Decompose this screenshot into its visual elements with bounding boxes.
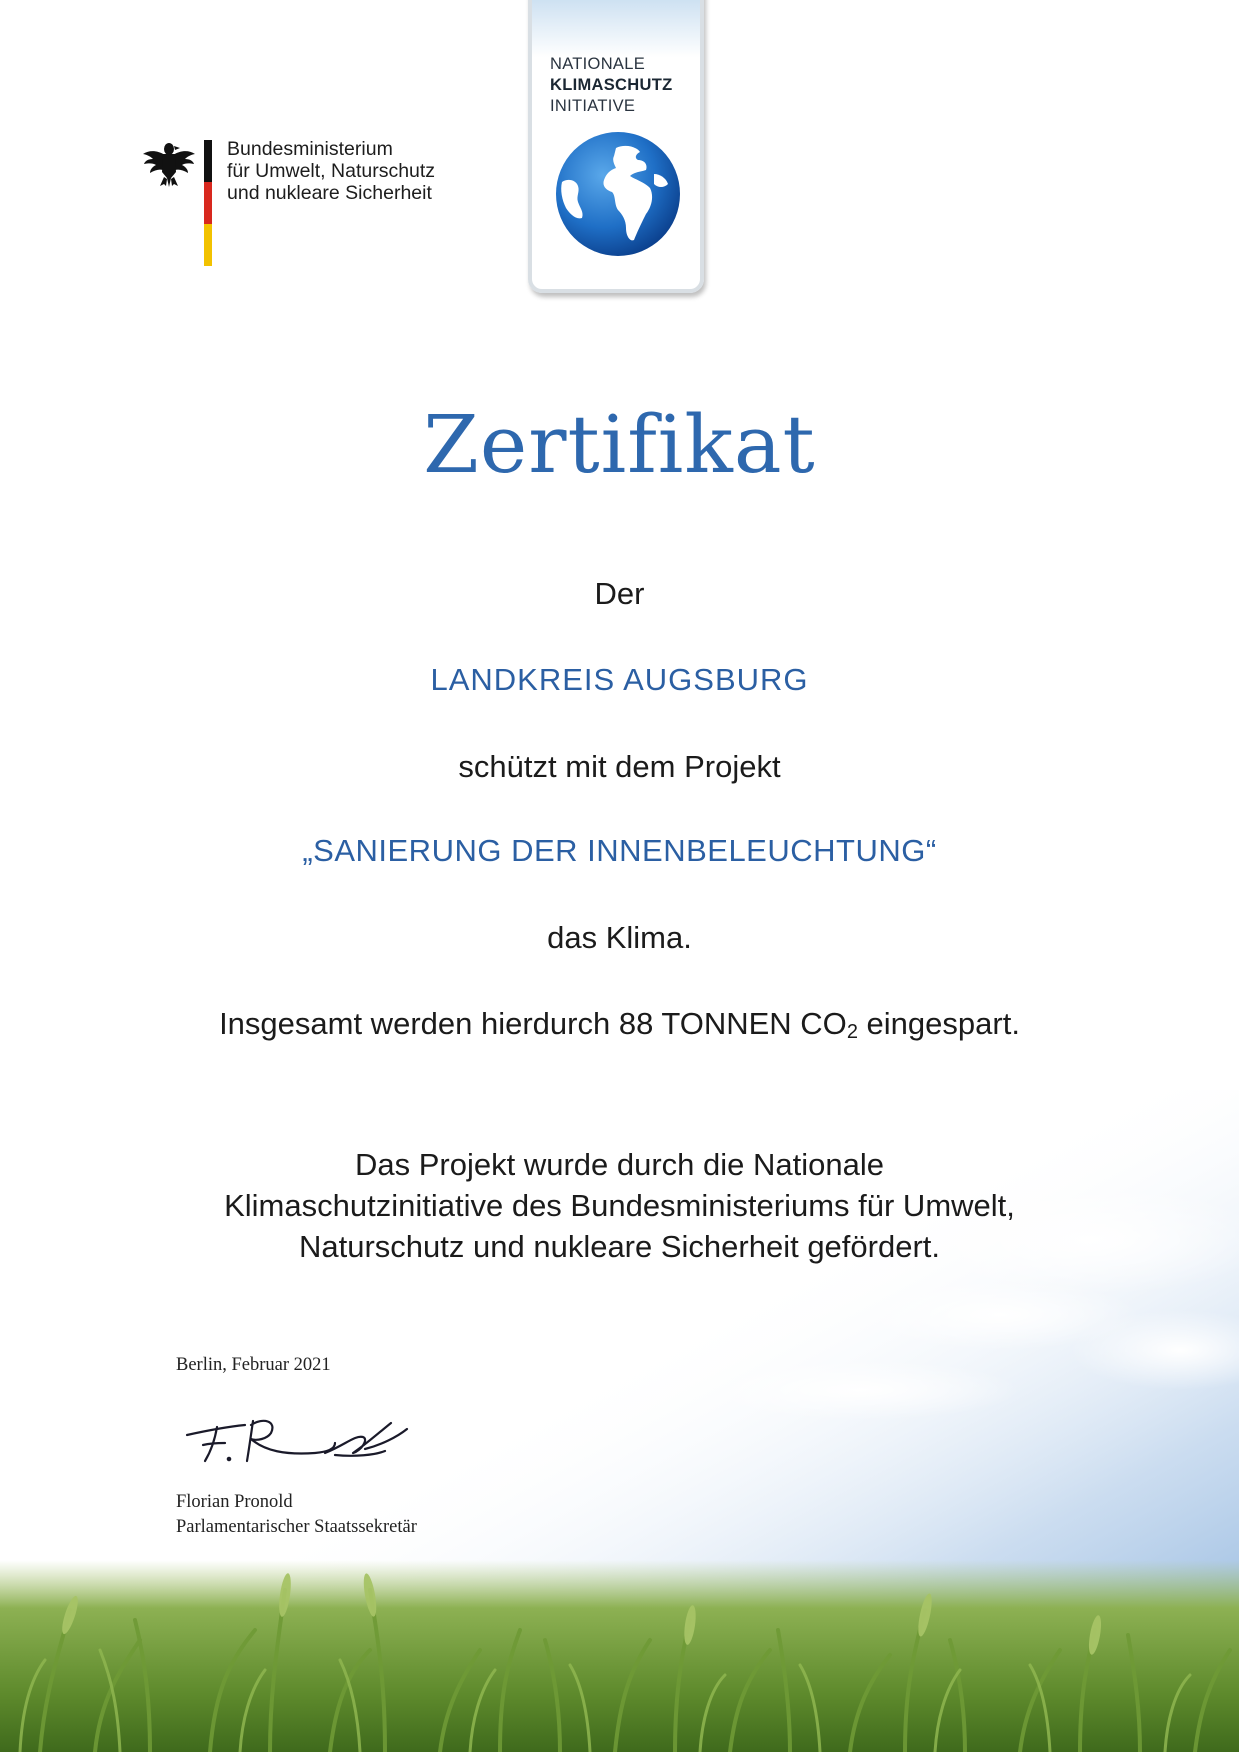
funding-line-1: Das Projekt wurde durch die Nationale: [355, 1147, 884, 1182]
recipient-name: LANDKREIS AUGSBURG: [430, 662, 809, 697]
climate-initiative-badge: [528, 0, 704, 293]
climate-text: das Klima.: [547, 920, 692, 955]
ministry-logo: [143, 140, 483, 270]
savings-prefix: Insgesamt werden hierdurch 88 TONNEN CO: [219, 1006, 847, 1041]
federal-eagle-icon: [143, 140, 195, 188]
initiative-line-3: INITIATIVE: [550, 97, 636, 115]
funding-line-2: Klimaschutzinitiative des Bundesministeriums für Umwelt,: [224, 1188, 1015, 1223]
ministry-name-line-1: Bundesministerium: [227, 138, 393, 160]
protects-with-text: schützt mit dem Projekt: [458, 749, 781, 784]
intro-text: Der: [594, 576, 645, 611]
place-date: Berlin, Februar 2021: [176, 1355, 331, 1375]
ministry-name-line-3: und nukleare Sicherheit: [227, 182, 432, 204]
initiative-line-1: NATIONALE: [550, 55, 645, 73]
co2-savings-statement: [0, 1004, 1239, 1052]
certificate-title: Zertifikat: [423, 398, 816, 491]
co2-subscript: 2: [846, 1021, 858, 1043]
savings-suffix: eingespart.: [857, 1006, 1020, 1041]
german-flag-bar: [204, 140, 212, 266]
ministry-name-line-2: für Umwelt, Naturschutz: [227, 160, 436, 182]
globe-icon: [554, 130, 682, 258]
signer-block: [176, 1490, 417, 1540]
ministry-name: [227, 138, 487, 204]
funding-statement: [100, 1144, 1139, 1267]
initiative-line-2: KLIMASCHUTZ: [550, 76, 673, 94]
signer-role: Parlamentarischer Staatssekretär: [176, 1517, 417, 1537]
climate-initiative-label: [550, 54, 672, 117]
funding-line-3: Naturschutz und nukleare Sicherheit gefördert.: [298, 1229, 941, 1264]
handwritten-signature: [185, 1405, 415, 1475]
signer-name: Florian Pronold: [176, 1492, 293, 1512]
project-name: „SANIERUNG DER INNENBELEUCHTUNG“: [302, 833, 937, 868]
